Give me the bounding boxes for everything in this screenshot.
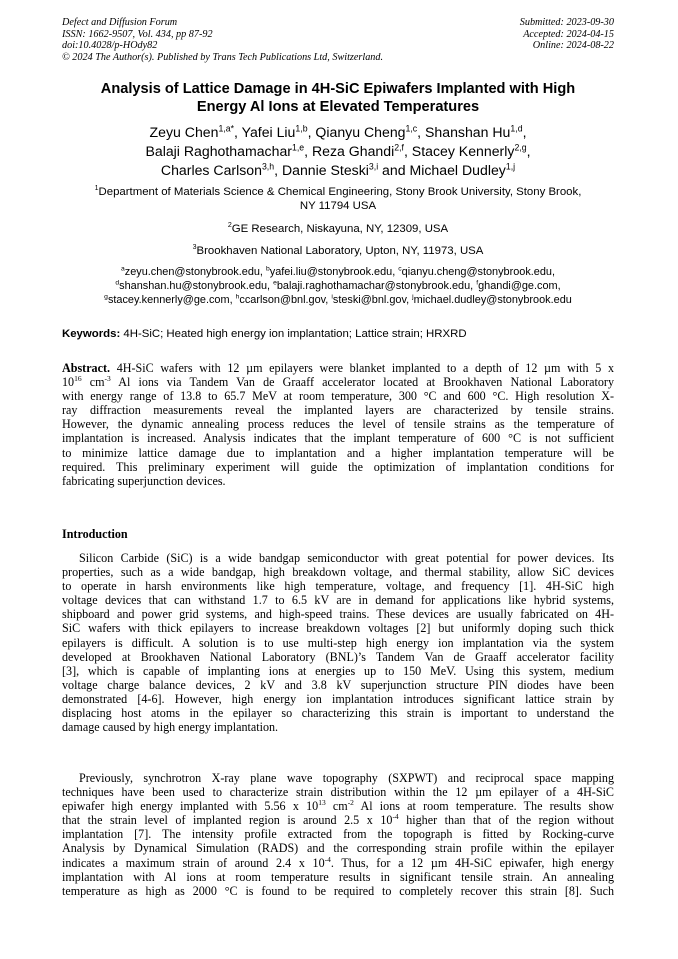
abstract-line [62,375,614,389]
abstract-text: 4H-SiC wafers with 12 µm epilayers were blanket implanted to a depth of 12 µm with 5 x [110,361,614,375]
author-affil-mark: 2,g [514,142,527,153]
journal-issn: ISSN: 1662-9507, Vol. 434, pp 87-92 [62,28,213,40]
paragraph-line: SiC wafers with thick epilayers to increase breakdown voltages [2] but uniformly doping such thick [62,621,614,636]
author-name: , Reza Ghandi [304,143,395,159]
journal-info [62,17,383,63]
email: ccarlson@bnl.gov, [239,294,332,307]
author-affil-mark: 1,b [295,123,308,134]
paragraph-line: to operate in harsh environments like high temperature, voltage, and frequency [1]. 4H-SiC high [62,579,614,594]
affil-text: GE Research, Niskayuna, NY, 12309, USA [231,223,449,235]
paragraph-line: voltage charge balance devices, 2 kV and 3.8 kV superjunction structure PIN diodes have been [62,677,614,692]
author-line-3 [62,161,614,180]
exponent: -4 [324,854,331,864]
paragraph-line: [3], which is capable of implanting ions at energies up to 150 MeV. Using this system, medium [62,663,614,678]
submission-dates [520,17,614,52]
affil-text: Brookhaven National Laboratory, Upton, NY, 11973, USA [196,245,484,257]
journal-doi: doi:10.4028/p-HOdy82 [62,40,158,52]
paragraph-line: temperature as high as 2000 °C is found to be required to completely recover this strain [8]. Such [62,883,614,898]
online-date: Online: 2024-08-22 [532,40,614,52]
paragraph-line: demonstrated [4-6]. However, high energy ion implantation introduces significant lattice strain by [62,691,614,706]
paragraph-text: cm [325,799,348,814]
abstract-text: cm [81,375,105,390]
abstract-line: However, the dynamic annealing process reduces the level of tensile strains as the temperature of [62,417,614,432]
email-mark: c [398,265,402,273]
abstract-line: implantation is increased. Analysis indicates that the implant temperature of 600 °C is not sufficient [62,431,614,446]
paragraph-line: voltage devices that can withstand 1.7 to 6.5 kV are in demand for applications like hybrid systems, [62,593,614,608]
author-affil-mark: 1,j [505,161,516,172]
affiliation-1 [62,185,614,213]
abstract [62,361,614,488]
email-mark: b [266,265,270,273]
affiliation-2 [62,222,614,236]
paragraph-text: . Thus, for a 12 µm 4H-SiC epiwafer, high energy [330,855,614,870]
exponent: -2 [347,798,354,808]
email: michael.dudley@stonybrook.edu [413,294,572,307]
author-name: Charles Carlson [160,162,262,178]
email-mark: j [412,293,414,301]
email: balaji.raghothamachar@stonybrook.edu, [276,280,477,293]
abstract-line: fabricating superjunction devices. [62,473,226,488]
author-emails [62,265,614,308]
author-affil-mark: 3,h [261,161,275,172]
author-name: Zeyu Chen [149,124,219,140]
author-affil-mark: 3,i [368,161,379,172]
author-affil-mark: 1,a* [218,123,235,134]
author-affil-mark: 1,e [291,142,305,153]
author-affil-mark: 1,d [510,123,523,134]
email: zeyu.chen@stonybrook.edu, [124,266,266,278]
email-mark: e [273,279,277,287]
paragraph-line: Silicon Carbide (SiC) is a wide bandgap semiconductor with great potential for power devices. Its [79,551,614,565]
email-line-1 [62,265,614,279]
copyright: © 2024 The Author(s). Published by Trans Tech Publications Ltd, Switzerland. [62,51,384,63]
author-name: , Qianyu Cheng [307,124,406,140]
author-separator: , [522,124,527,140]
abstract-line: ray diffraction measurements reveal the implanted layers are characterized by tensile strains. [62,403,614,418]
paragraph-line: damage caused by high energy implantation. [62,720,279,735]
email: steski@bnl.gov, [332,294,413,307]
abstract-line: with energy range of 13.8 to 65.7 MeV at room temperature, 300 °C and 600 °C. High resolution X- [62,389,614,404]
author-list [62,123,614,180]
abstract-label: Abstract. [62,361,111,375]
email-mark: a [121,265,125,273]
introduction-paragraph-1 [62,551,614,734]
paragraph-line: shipboard and power grid systems, and high-speed trains. These devices are usually fabricated on 4H- [62,607,614,622]
abstract-text: 10 [62,375,75,390]
accepted-date: Accepted: 2024-04-15 [523,28,614,40]
affiliation-3 [62,244,614,258]
keywords-label: Keywords: [62,328,121,340]
introduction-paragraph-2 [62,771,614,898]
email-mark: h [235,293,240,301]
exponent: -3 [104,374,111,384]
paragraph-line: Analysis by Dynamical Simulation (RADS) and the corresponding strain profile within the epilayer [62,841,614,856]
author-line-2 [62,142,614,161]
author-affil-mark: 2,f [394,142,404,153]
email-line-3 [62,293,614,307]
paragraph-line: displacing host atoms in the epilayer so characterizing this strain is important to understand the [62,706,614,721]
email-line-2 [62,279,614,293]
paragraph-line: implantation [7]. The intensity profile extracted from the topograph is fitted by Rocking-curve [62,827,614,842]
abstract-text: Al ions via Tandem Van de Graaff accelerator located at Brookhaven National Laboratory [110,375,614,390]
exponent: 13 [318,798,326,808]
abstract-line: required. This preliminary experiment will guide the optimization of implantation conditions for [62,459,614,474]
exponent: 16 [74,374,82,384]
paragraph-line: developed at Brookhaven National Laboratory (BNL)’s Tandem Van de Graaff accelerator facility [62,649,614,664]
author-affil-mark: 1,c [405,123,418,134]
email: ghandi@ge.com, [478,280,561,293]
paragraph-line: properties, such as a wide bandgap, high breakdown voltage, and thermal stability, allow SiC devices [62,565,614,580]
keywords-text: 4H-SiC; Heated high energy ion implantation; Lattice strain; HRXRD [120,328,467,340]
paragraph-line: Previously, synchrotron X-ray plane wave topography (SXPWT) and reciprocal space mapping [79,771,614,785]
email: qianyu.cheng@stonybrook.edu, [401,266,555,278]
email-mark: d [115,279,120,287]
paragraph-line [62,813,614,827]
abstract-line [62,361,614,375]
email-mark: f [476,279,479,287]
paragraph-line: epilayers is difficult. A solution is to use multi-step high energy ion implantation via the system [62,635,614,650]
author-name: Balaji Raghothamachar [145,143,292,159]
paragraph-text: that the strain level of implanted region is around 2.5 x 10 [62,813,393,828]
title-line-1: Analysis of Lattice Damage in 4H-SiC Epiwafers Implanted with High [100,81,576,97]
abstract-line: to minimize lattice damage due to implantation and a higher implantation temperature will be [62,445,614,460]
journal-name: Defect and Diffusion Forum [62,17,178,28]
author-name: , Yafei Liu [234,124,296,140]
paragraph-line: implantation with Al ions at room temperature results in significant tensile strain. An annealing [62,869,614,884]
paragraph-text: Al ions at room temperature. The results show [353,799,614,814]
keywords [62,327,614,341]
paragraph-line [62,799,614,813]
exponent: -4 [392,812,399,822]
email: yafei.liu@stonybrook.edu, [269,266,399,278]
affil-mark: 1 [94,185,99,193]
paragraph-text: higher than that of the region without [398,813,614,828]
author-line-1 [62,123,614,142]
author-separator: , [526,143,531,159]
author-name: , Stacey Kennerly [403,143,515,159]
email: stacey.kennerly@ge.com, [107,294,236,307]
affil-mark: 3 [192,244,197,252]
paragraph-text: indicates a maximum strain of around 2.4 x 10 [62,855,325,870]
email-mark: i [331,293,333,301]
affil-text: Department of Materials Science & Chemical Engineering, Stony Brook University, Stony Brook, [98,186,582,198]
paragraph-text: epiwafer high energy implanted with 5.56 x 10 [62,799,319,814]
affil-mark: 2 [227,222,232,230]
author-name: , Shanshan Hu [417,124,511,140]
email-mark: g [104,293,108,301]
title-line-2: Energy Al Ions at Elevated Temperatures [196,99,480,115]
author-name: and Michael Dudley [378,162,506,178]
paragraph-line [62,856,614,870]
email: shanshan.hu@stonybrook.edu, [119,280,274,293]
section-heading-introduction: Introduction [62,527,128,541]
author-name: , Dannie Steski [274,162,369,178]
affil-text: NY 11794 USA [299,200,377,212]
paragraph-line: techniques have been used to characterize strain distribution within the 12 µm epilayer of a 4H-SiC [62,785,614,800]
submitted-date: Submitted: 2023-09-30 [519,17,614,28]
paper-title [62,80,614,116]
